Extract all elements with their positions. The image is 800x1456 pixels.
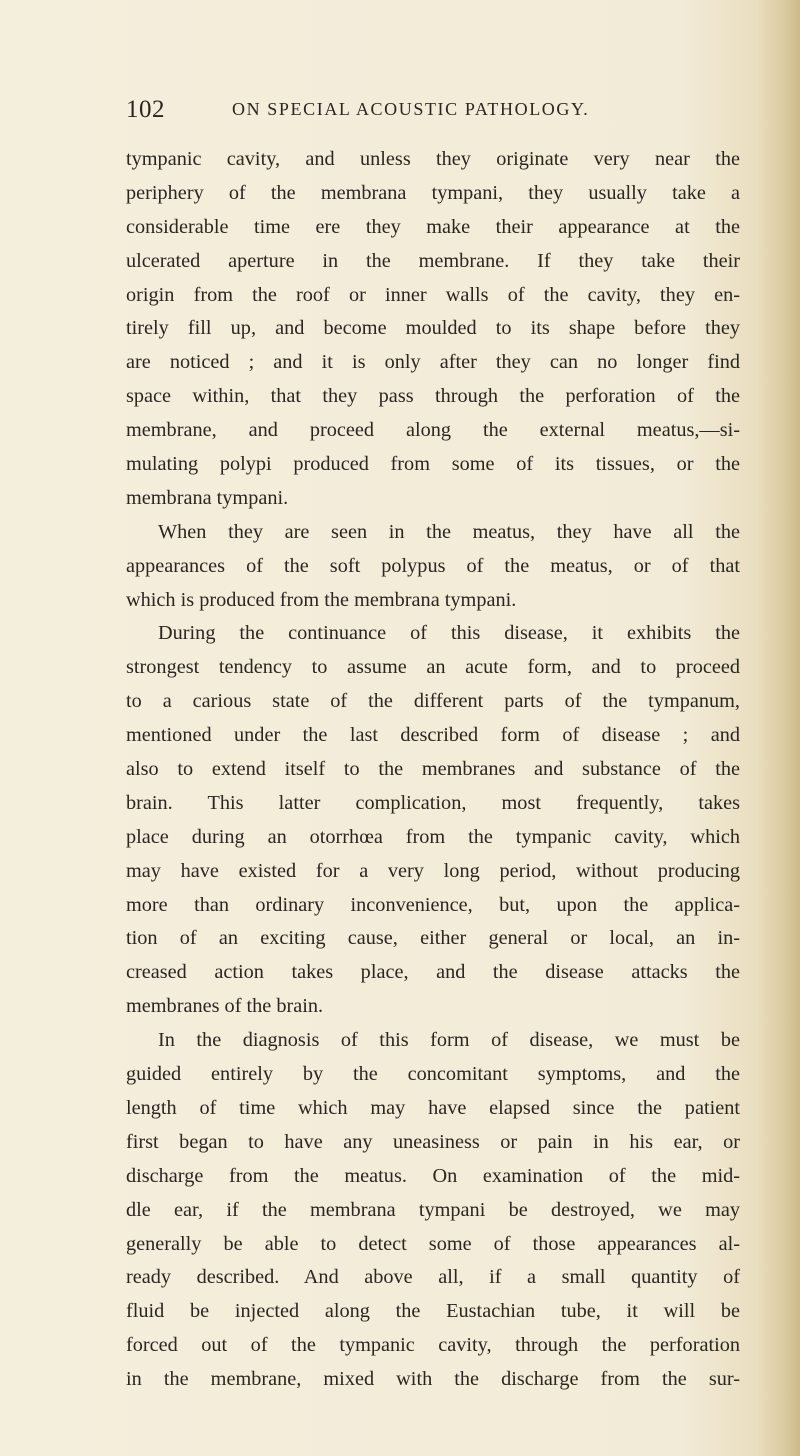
text-line: ulcerated aperture in the membrane. If they take their bbox=[126, 249, 740, 272]
page-edge-shading bbox=[758, 0, 800, 1456]
text-line: place during an otorrhœa from the tympanic cavity, which bbox=[126, 825, 740, 848]
text-line: fluid be injected along the Eustachian tube, it will be bbox=[126, 1300, 740, 1323]
text-line: guided entirely by the concomitant symptoms, and the bbox=[126, 1063, 740, 1086]
text-line: membrana tympani. bbox=[126, 486, 289, 509]
text-line: When they are seen in the meatus, they have all the bbox=[158, 520, 740, 543]
text-line: more than ordinary inconvenience, but, upon the applica- bbox=[126, 893, 740, 916]
text-line: also to extend itself to the membranes and substance of the bbox=[126, 758, 740, 781]
text-line: which is produced from the membrana tympani. bbox=[126, 588, 517, 611]
text-line: in the membrane, mixed with the discharge from the sur- bbox=[126, 1368, 740, 1391]
text-line: strongest tendency to assume an acute form, and to proceed bbox=[126, 656, 740, 679]
text-line: During the continuance of this disease, it exhibits the bbox=[158, 622, 740, 645]
text-line: tympanic cavity, and unless they originate very near the bbox=[126, 148, 740, 170]
text-line: appearances of the soft polypus of the meatus, or of that bbox=[126, 554, 740, 577]
text-line: space within, that they pass through the perforation of the bbox=[126, 385, 740, 408]
body-text bbox=[126, 143, 740, 1397]
running-head: ON SPECIAL ACOUSTIC PATHOLOGY. bbox=[232, 99, 590, 119]
text-line: forced out of the tympanic cavity, through the perforation bbox=[126, 1334, 740, 1357]
text-line: creased action takes place, and the disease attacks the bbox=[126, 961, 740, 984]
page-header bbox=[126, 96, 726, 136]
text-line: ready described. And above all, if a small quantity of bbox=[126, 1266, 740, 1289]
text-line: may have existed for a very long period, without producing bbox=[126, 859, 740, 882]
text-line: are noticed ; and it is only after they can no longer find bbox=[126, 351, 740, 374]
text-line: membranes of the brain. bbox=[126, 995, 324, 1018]
text-line: In the diagnosis of this form of disease, we must be bbox=[158, 1029, 740, 1052]
text-line: mentioned under the last described form of disease ; and bbox=[126, 724, 740, 747]
page-number: 102 bbox=[126, 96, 165, 123]
text-line: length of time which may have elapsed since the patient bbox=[126, 1096, 740, 1119]
text-line: mulating polypi produced from some of its tissues, or the bbox=[126, 453, 740, 476]
text-line: tion of an exciting cause, either general or local, an in- bbox=[126, 927, 740, 950]
text-line: origin from the roof or inner walls of the cavity, they en- bbox=[126, 283, 740, 306]
text-line: periphery of the membrana tympani, they usually take a bbox=[126, 181, 740, 204]
text-line: generally be able to detect some of those appearances al- bbox=[126, 1232, 740, 1255]
text-line: first began to have any uneasiness or pain in his ear, or bbox=[126, 1130, 740, 1153]
text-line: discharge from the meatus. On examination of the mid- bbox=[126, 1164, 740, 1187]
text-line: tirely fill up, and become moulded to its shape before they bbox=[126, 317, 740, 340]
text-line: dle ear, if the membrana tympani be destroyed, we may bbox=[126, 1198, 740, 1221]
text-line: brain. This latter complication, most frequently, takes bbox=[126, 791, 740, 814]
text-line: considerable time ere they make their appearance at the bbox=[126, 215, 740, 238]
text-line: membrane, and proceed along the external meatus,—si- bbox=[126, 419, 740, 442]
text-line: to a carious state of the different parts of the tympanum, bbox=[126, 690, 740, 713]
